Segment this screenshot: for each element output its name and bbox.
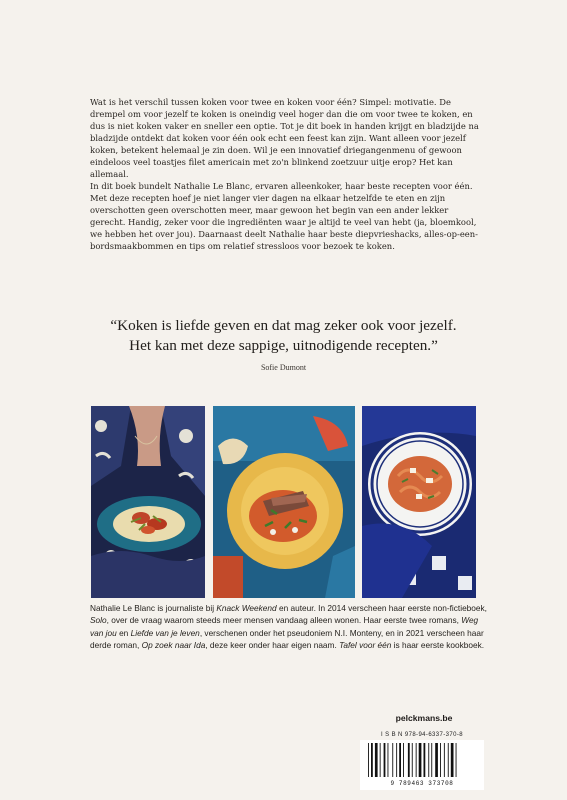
intro-paragraph-2: In dit boek bundelt Nathalie Le Blanc, ervaren alleenkoker, haar beste recepten voor één. Met deze recepten hoef je niet langer vier dagen na elkaar hetzelfde te eten en zijn overschotten geen overschotten meer, maar gewoon het begin van een ander lekker gerecht. Handig, zeker voor die ingrediënten waar je altijd te veel van hebt (ja, bloemkool, we hebben het over jou). Daarnaast deelt Nathalie haar beste diepvrieshacks, alles-op-een-bordsmaakbommen en tips om relatief stressloos voor bezoek te koken. (90, 181, 478, 251)
barcode-digits: 9 789463 373708 (390, 780, 454, 787)
barcode-bars (360, 740, 484, 780)
bio-text: , deze keer onder haar eigen naam. (205, 640, 340, 651)
quote-author: Sofie Dumont (260, 363, 307, 372)
author-bio (90, 602, 490, 652)
quote-line-1: “Koken is liefde geven en dat mag zeker ook voor jezelf. (110, 317, 457, 334)
bio-title-weg-van-jou: Weg van jou (90, 615, 479, 638)
isbn-label: I S B N 978-94-6337-370-8 (380, 732, 464, 738)
photo-yellow-plate (213, 406, 355, 598)
bio-text: is haar eerste kookboek. (391, 640, 485, 651)
blurb-quote (60, 316, 507, 356)
bio-title-knack-weekend: Knack Weekend (216, 603, 277, 613)
bio-text: en (116, 627, 131, 638)
bio-title-op-zoek-naar-ida: Op zoek naar Ida (141, 640, 206, 651)
intro-text (90, 96, 482, 252)
bio-title-liefde-van-je-leven: Liefde van je leven (130, 627, 200, 638)
bio-text: , verschenen onder het pseudoniem N.I. Monteny, en in 2021 verscheen haar derde roman, (90, 627, 484, 651)
bio-text: , over de vraag waarom steeds meer mensen vandaag alleen wonen. Haar eerste twee romans, (106, 615, 462, 626)
photo-person-with-plate (91, 406, 205, 598)
bio-title-solo: Solo (90, 615, 107, 626)
intro-paragraph-1: Wat is het verschil tussen koken voor twee en koken voor één? Simpel: motivatie. De drempel om voor jezelf te koken is oneindig veel hoger dan die om voor twee te koken, en dus is niet koken vaker en sneller een optie. Tot je dit boek in handen krijgt en bladzijde na bladzijde ontdekt dat koken voor één ook echt een feest kan zijn. Want alleen voor jezelf koken, betekent helemaal je zin doen. Wil je een innovatief driegangenmenu of gewoon eindeloos veel toastjes filet americain met zo'n blinkend zoetzuur uitje erop? Het kan allemaal. (90, 97, 479, 179)
photo-pasta-plate (362, 406, 476, 598)
bio-text: Nathalie Le Blanc is journaliste bij (90, 603, 217, 613)
publisher-url[interactable]: pelckmans.be (395, 713, 453, 723)
quote-line-2: Het kan met deze sappige, uitnodigende recepten.” (129, 337, 438, 354)
bio-title-tafel-voor-een: Tafel voor één (339, 640, 392, 651)
bio-text: en auteur. In 2014 verscheen haar eerste non-fictieboek, (276, 603, 487, 613)
